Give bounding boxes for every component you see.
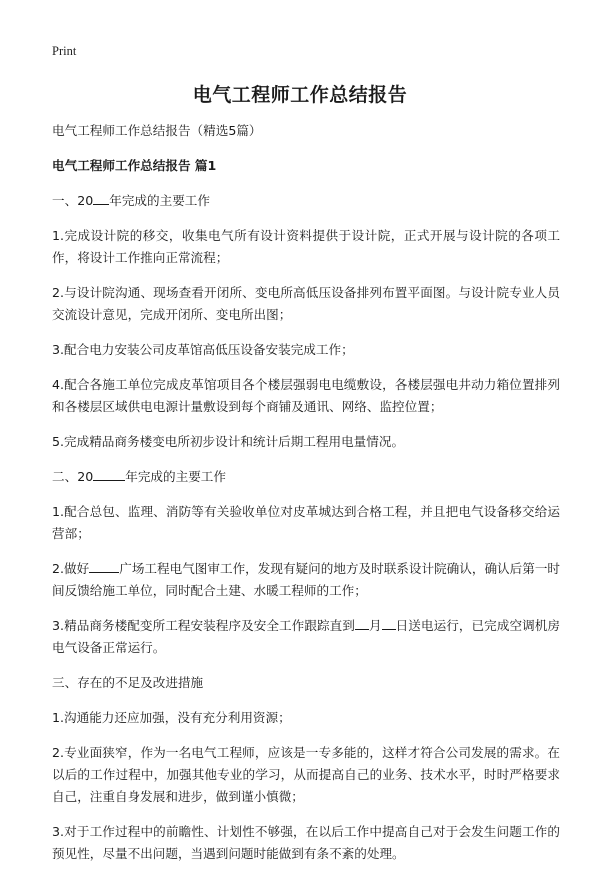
section1-item-1: 1.完成设计院的移交，收集电气所有设计资料提供于设计院，正式开展与设计院的各项工作，将设计工作推向正常流程； [52, 228, 560, 265]
section1-item-2: 2.与设计院沟通、现场查看开闭所、变电所高低压设备排列布置平面图。与设计院专业人员交流设计意见，完成开闭所、变电所出图； [52, 285, 560, 322]
document-title: 电气工程师工作总结报告 [192, 84, 408, 106]
section2-heading [52, 466, 560, 488]
subtitle: 电气工程师工作总结报告（精选5篇） [52, 123, 262, 138]
section2-heading-suffix: 年完成的主要工作 [125, 469, 226, 484]
section2-item-3-month: 月 [368, 618, 382, 633]
print-label: Print [52, 44, 77, 58]
section1-heading-prefix: 一、20 [52, 193, 94, 208]
article-heading: 电气工程师工作总结报告 篇1 [52, 158, 217, 173]
blank-line [382, 616, 396, 630]
section1-item-5: 5.完成精品商务楼变电所初步设计和统计后期工程用电量情况。 [52, 434, 405, 449]
section1-heading-suffix: 年完成的主要工作 [109, 193, 210, 208]
blank-line [93, 191, 109, 205]
section2-heading-prefix: 二、20 [52, 469, 94, 484]
blank-line [355, 616, 369, 630]
section3-heading: 三、存在的不足及改进措施 [52, 675, 204, 690]
section2-item-3-prefix: 3.精品商务楼配变所工程安装程序及安全工作跟踪直到 [52, 618, 355, 633]
blank-line [93, 467, 125, 481]
section2-item-3 [52, 615, 560, 659]
section2-item-3-suffix: 日送电运行，已完成空调机房电气设备正常运行。 [52, 618, 560, 655]
section2-item-2-prefix: 2.做好 [52, 561, 90, 576]
section1-heading [52, 190, 560, 212]
blank-line [89, 559, 119, 573]
section3-item-3: 3.对于工作过程中的前瞻性、计划性不够强，在以后工作中提高自己对于会发生问题工作的预见性，尽量不出问题，当遇到问题时能做到有条不紊的处理。 [52, 824, 560, 861]
document-body [52, 120, 560, 878]
section2-item-2 [52, 558, 560, 602]
section2-item-1: 1.配合总包、监理、消防等有关验收单位对皮革城达到合格工程，并且把电气设备移交给运营部； [52, 504, 560, 541]
section3-item-1: 1.沟通能力还应加强，没有充分利用资源； [52, 710, 291, 725]
section3-item-2: 2.专业面狭窄，作为一名电气工程师，应该是一专多能的，这样才符合公司发展的需求。在以后的工作过程中，加强其他专业的学习，从而提高自己的业务、技术水平，时时严格要求自己，注重自身发展和进步，做到谨小慎微； [52, 745, 560, 804]
section1-item-3: 3.配合电力安装公司皮革馆高低压设备安装完成工作； [52, 342, 354, 357]
section1-item-4: 4.配合各施工单位完成皮革馆项目各个楼层强弱电电缆敷设，各楼层强电井动力箱位置排列和各楼层区域供电电源计量敷设到每个商铺及通讯、网络、监控位置； [52, 377, 560, 414]
section2-item-2-suffix: 广场工程电气图审工作，发现有疑问的地方及时联系设计院确认，确认后第一时间反馈给施工单位，同时配合土建、水暖工程师的工作； [52, 561, 560, 598]
